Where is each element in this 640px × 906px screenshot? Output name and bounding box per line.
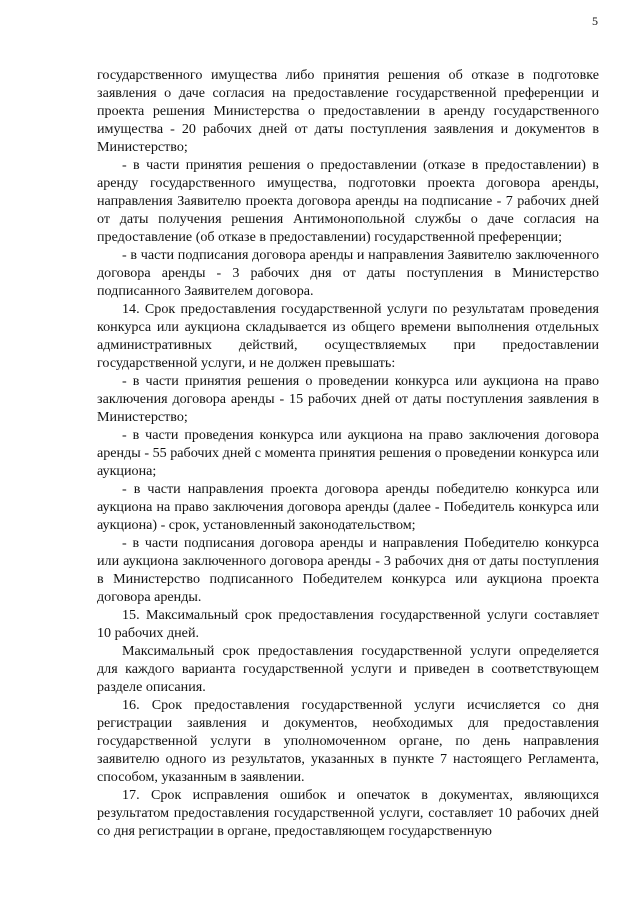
paragraph: - в части принятия решения о предоставлении (отказе в предоставлении) в аренду государственного имущества, подготовки проекта договора аренды, направления Заявителю проекта договора аренды на подписание - 7 рабочих дней от даты получения решения Антимонопольной службы о даче согласия на предоставление (об отказе в предоставлении) государственной преференции;	[97, 157, 599, 245]
paragraph: - в части подписания договора аренды и направления Заявителю заключенного договора аренды - 3 рабочих дня от даты поступления в Министерство подписанного Заявителем договора.	[97, 247, 599, 299]
paragraph: - в части направления проекта договора аренды победителю конкурса или аукциона на право заключения договора аренды (далее - Победитель конкурса или аукциона) - срок, установленный законодательством;	[97, 481, 599, 533]
paragraph: - в части принятия решения о проведении конкурса или аукциона на право заключения договора аренды - 15 рабочих дней от даты поступления заявления в Министерство;	[97, 373, 599, 425]
paragraph: - в части проведения конкурса или аукциона на право заключения договора аренды - 55 рабочих дней с момента принятия решения о проведении конкурса или аукциона;	[97, 427, 599, 479]
page-number: 5	[592, 14, 598, 28]
paragraph: 14. Срок предоставления государственной услуги по результатам проведения конкурса или аукциона складывается из общего времени выполнения отдельных административных действий, осуществляемых при предоставлении государственной услуги, и не должен превышать:	[97, 301, 599, 371]
paragraph: Максимальный срок предоставления государственной услуги определяется для каждого варианта государственной услуги и приведен в соответствующем разделе описания.	[97, 643, 599, 695]
paragraph: государственного имущества либо принятия решения об отказе в подготовке заявления о даче согласия на предоставление государственной преференции и проекта решения Министерства о предоставлении в аренду государственного имущества - 20 рабочих дней от даты поступления заявления и документов в Министерство;	[97, 67, 599, 155]
paragraph: 15. Максимальный срок предоставления государственной услуги составляет 10 рабочих дней.	[97, 607, 599, 641]
document-body	[97, 66, 599, 840]
paragraph: 17. Срок исправления ошибок и опечаток в документах, являющихся результатом предоставления государственной услуги, составляет 10 рабочих дней со дня регистрации в органе, предоставляющем государственную	[97, 787, 599, 839]
paragraph: 16. Срок предоставления государственной услуги исчисляется со дня регистрации заявления и документов, необходимых для предоставления государственной услуги в уполномоченном органе, по день направления заявителю одного из результатов, указанных в пункте 7 настоящего Регламента, способом, указанным в заявлении.	[97, 697, 599, 785]
paragraph: - в части подписания договора аренды и направления Победителю конкурса или аукциона заключенного договора аренды - 3 рабочих дня от даты поступления в Министерство подписанного Победителем конкурса или аукциона проекта договора аренды.	[97, 535, 599, 605]
